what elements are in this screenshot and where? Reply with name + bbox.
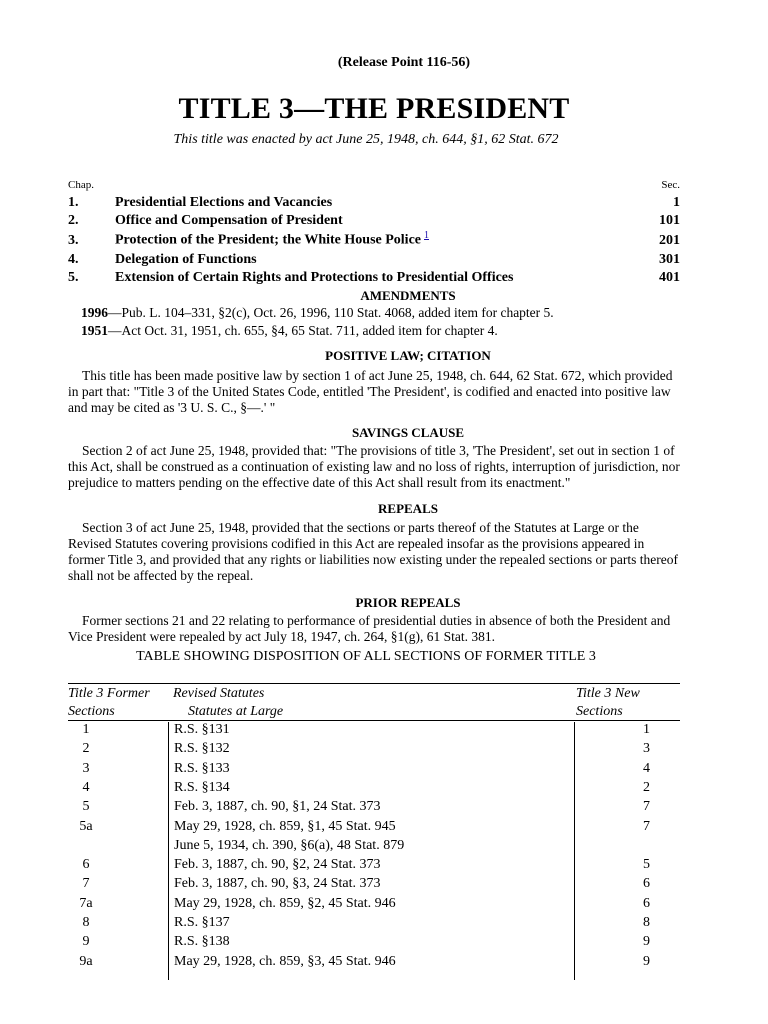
- new-section-cell: 4: [643, 760, 650, 776]
- source-cell: Feb. 3, 1887, ch. 90, §2, 24 Stat. 373: [174, 857, 381, 873]
- former-section-cell: 9: [82, 934, 90, 950]
- col-source-header-line1: Revised Statutes: [173, 686, 265, 701]
- source-cell: R.S. §137: [174, 915, 230, 930]
- table-header-rule: [68, 720, 680, 721]
- former-section-cell: 7: [82, 876, 90, 892]
- source-cell: Feb. 3, 1887, ch. 90, §1, 24 Stat. 373: [174, 799, 381, 815]
- toc-chapter-title: Extension of Certain Rights and Protections to Presidential Offices: [115, 270, 514, 285]
- disposition-table-title: TABLE SHOWING DISPOSITION OF ALL SECTIONS OF FORMER TITLE 3: [136, 649, 596, 664]
- source-cell: R.S. §138: [174, 934, 230, 950]
- new-section-cell: 1: [643, 722, 650, 737]
- toc-chapter-title: Protection of the President; the White House Police: [115, 233, 421, 248]
- table-row: [68, 934, 680, 953]
- toc-section-number: 201: [659, 233, 680, 248]
- former-section-cell: 4: [82, 779, 90, 795]
- new-section-cell: 9: [643, 953, 650, 969]
- toc-section-number: 401: [659, 270, 680, 285]
- new-section-cell: 7: [643, 818, 650, 834]
- source-cell: June 5, 1934, ch. 390, §6(a), 48 Stat. 879: [174, 837, 405, 853]
- savings-clause-text: Section 2 of act June 25, 1948, provided that: "The provisions of title 3, 'The President', set out in section 1 of this Act, shall be construed as a continuation of existing law and no loss of rights, interruption of jurisdiction, nor prejudice to matters pending on the effective date of this Act shall result from its enactment.": [68, 443, 680, 490]
- table-top-rule: [68, 683, 680, 684]
- prior-repeals-text: Former sections 21 and 22 relating to performance of presidential duties in absence of both the President and Vice President were repealed by act July 18, 1947, ch. 264, §1(g), 61 Stat. 381.: [68, 613, 671, 644]
- table-row: [68, 876, 680, 895]
- toc-row: [68, 211, 680, 229]
- former-section-cell: 7a: [79, 895, 93, 911]
- toc-chapter-number: 2.: [68, 213, 79, 228]
- toc-section-number: 301: [659, 252, 680, 267]
- table-row: [68, 722, 680, 741]
- source-cell: R.S. §132: [174, 741, 230, 757]
- former-section-cell: 2: [82, 741, 90, 757]
- table-row: [68, 819, 680, 838]
- new-section-cell: 5: [643, 857, 650, 873]
- table-row: [68, 896, 680, 915]
- amendment-item: [81, 323, 498, 339]
- toc-row: [68, 250, 680, 268]
- toc-chapter-number: 5.: [68, 270, 79, 285]
- source-cell: R.S. §134: [174, 779, 230, 795]
- col-new-header-line2: Sections: [576, 704, 623, 719]
- former-section-cell: 3: [82, 760, 90, 776]
- amendment-year: 1951: [81, 323, 108, 338]
- toc-row: [68, 268, 680, 286]
- new-section-cell: 6: [643, 876, 650, 892]
- table-row: [68, 838, 680, 857]
- source-cell: May 29, 1928, ch. 859, §1, 45 Stat. 945: [174, 818, 396, 834]
- page-title: TITLE 3—THE PRESIDENT: [178, 92, 570, 125]
- new-section-cell: 8: [643, 915, 650, 930]
- toc-section-number: 101: [659, 213, 680, 228]
- toc-chapter-title: Presidential Elections and Vacancies: [115, 195, 333, 210]
- source-cell: Feb. 3, 1887, ch. 90, §3, 24 Stat. 373: [174, 876, 381, 892]
- amendment-item: [81, 305, 554, 321]
- positive-law-heading: POSITIVE LAW; CITATION: [325, 348, 491, 363]
- toc-chapter-title-wrap: [115, 230, 620, 249]
- new-section-cell: 9: [643, 934, 650, 950]
- table-row: [68, 741, 680, 760]
- new-section-cell: 3: [643, 741, 650, 757]
- enactment-note: This title was enacted by act June 25, 1948, ch. 644, §1, 62 Stat. 672: [173, 132, 559, 147]
- toc-chapter-title: Office and Compensation of President: [115, 213, 343, 228]
- col-former-header: [68, 685, 150, 721]
- table-row: [68, 780, 680, 799]
- table-row: [68, 857, 680, 876]
- toc-row: [68, 231, 680, 249]
- footnote-link[interactable]: 1: [424, 230, 429, 242]
- former-section-cell: 9a: [79, 953, 93, 969]
- savings-clause-heading: SAVINGS CLAUSE: [351, 425, 465, 440]
- release-point: (Release Point 116-56): [337, 55, 471, 70]
- col-new-header-line1: Title 3 New: [576, 686, 640, 701]
- toc-chapter-number: 1.: [68, 195, 79, 210]
- new-section-cell: 6: [643, 895, 650, 911]
- prior-repeals-heading: PRIOR REPEALS: [355, 595, 461, 610]
- former-section-cell: 6: [82, 857, 90, 873]
- source-cell: May 29, 1928, ch. 859, §3, 45 Stat. 946: [174, 953, 396, 969]
- repeals-text: Section 3 of act June 25, 1948, provided that the sections or parts thereof of the Statutes at Large or the Revised Statutes covering provisions codified in this Act are repealed insofar as the provisions appeared in former Title 3, and provided that any rights or liabilities now existing under the repealed sections or parts thereof shall not be affected by the repeal.: [68, 520, 678, 583]
- source-cell: R.S. §133: [174, 760, 230, 776]
- former-section-cell: 5a: [79, 818, 93, 834]
- col-source-header-line2: Statutes at Large: [188, 704, 284, 719]
- toc-chapter-title: Delegation of Functions: [115, 252, 257, 267]
- toc-section-number: 1: [673, 195, 680, 210]
- former-section-cell: 5: [82, 799, 90, 815]
- source-cell: May 29, 1928, ch. 859, §2, 45 Stat. 946: [174, 895, 396, 911]
- table-row: [68, 915, 680, 934]
- amendment-year: 1996: [81, 305, 108, 320]
- positive-law-text: This title has been made positive law by section 1 of act June 25, 1948, ch. 644, 62 Stat. 672, which provided in part that: "Title 3 of the United States Code, entitled 'The President', is codified and enacted into positive law and may be cited as '3 U. S. C., §—.' ": [68, 368, 673, 415]
- new-section-cell: 2: [643, 779, 650, 795]
- former-section-cell: 1: [82, 722, 90, 737]
- toc-chapter-number: 3.: [68, 233, 79, 248]
- new-section-cell: 7: [643, 799, 650, 815]
- amendment-text: —Pub. L. 104–331, §2(c), Oct. 26, 1996, 110 Stat. 4068, added item for chapter 5.: [108, 305, 554, 320]
- table-row: [68, 761, 680, 780]
- toc-section-header: Sec.: [661, 179, 680, 191]
- col-new-header: [576, 685, 640, 721]
- table-row: [68, 954, 680, 973]
- source-cell: R.S. §131: [174, 722, 230, 737]
- amendment-text: —Act Oct. 31, 1951, ch. 655, §4, 65 Stat. 711, added item for chapter 4.: [108, 323, 498, 338]
- amendments-heading: AMENDMENTS: [360, 288, 456, 303]
- repeals-heading: REPEALS: [378, 501, 438, 516]
- toc-chapter-header: Chap.: [68, 179, 94, 191]
- toc-chapter-number: 4.: [68, 252, 79, 267]
- col-source-header: [173, 685, 283, 721]
- col-former-header-line1: Title 3 Former: [68, 686, 150, 701]
- table-row: [68, 799, 680, 818]
- former-section-cell: 8: [82, 915, 90, 930]
- toc-row: [68, 193, 680, 211]
- col-former-header-line2: Sections: [68, 704, 115, 719]
